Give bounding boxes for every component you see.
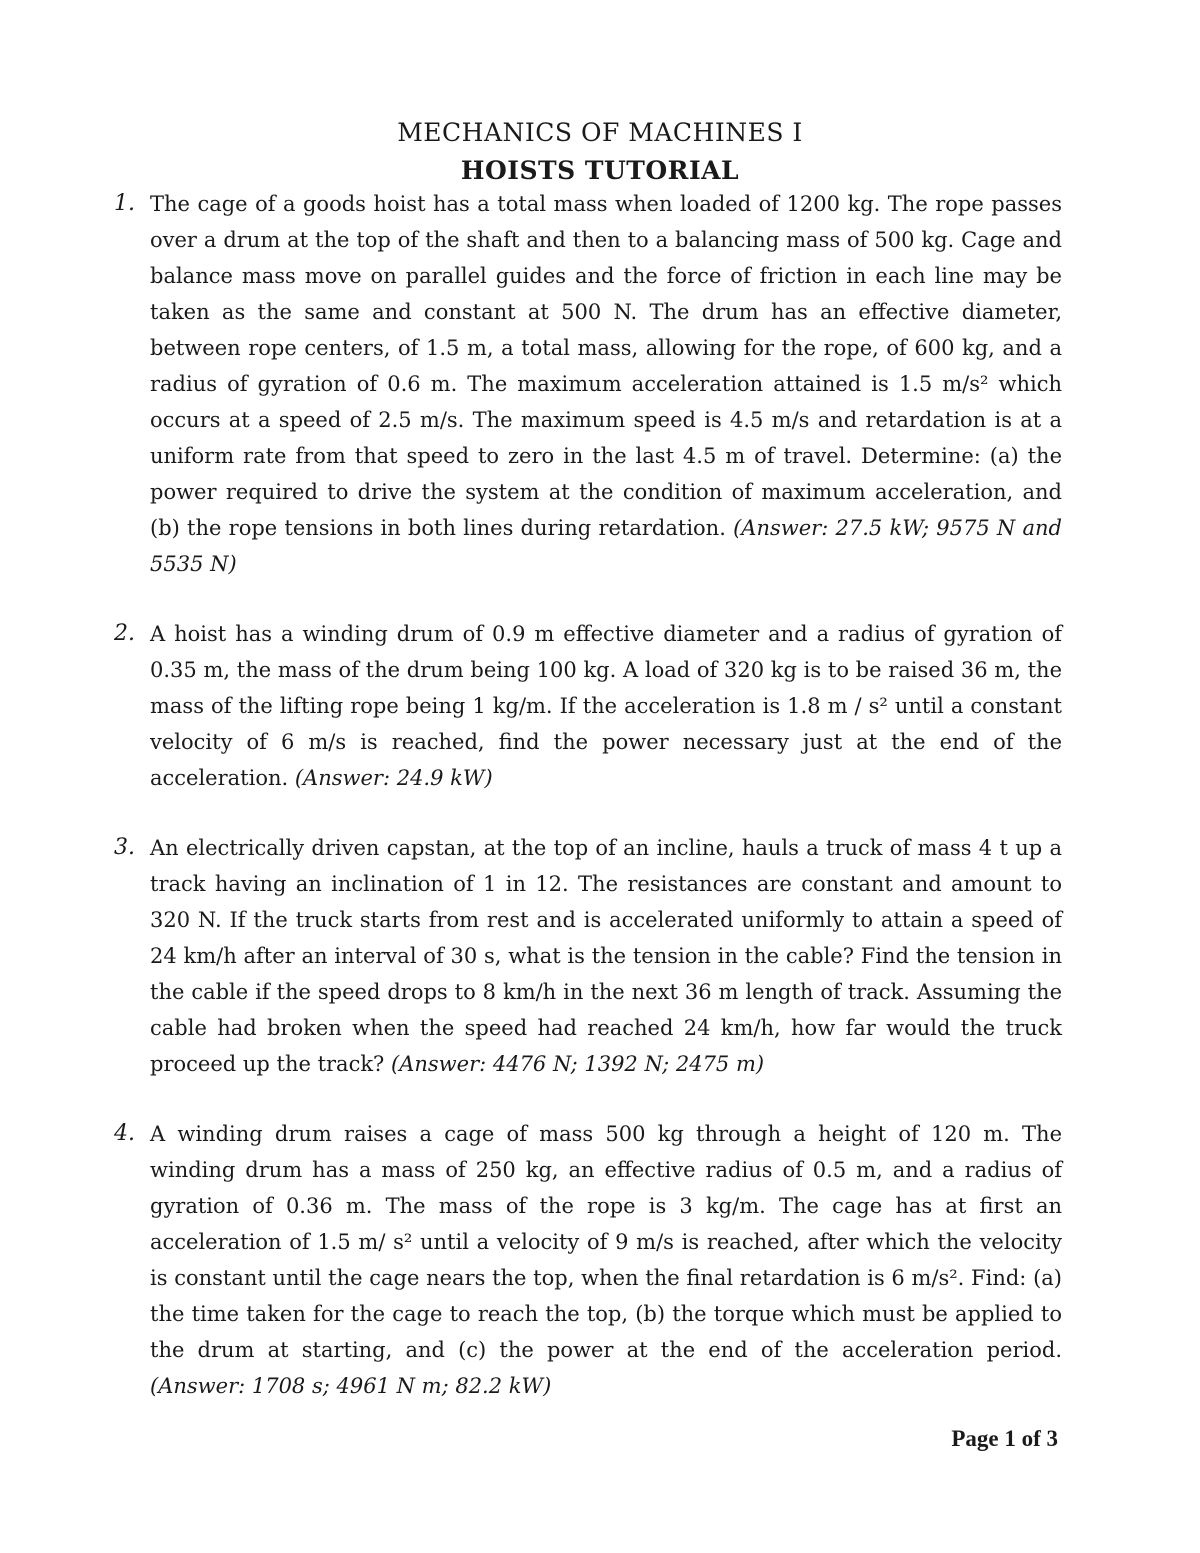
page-number: Page 1 of 3 bbox=[951, 1426, 1058, 1451]
problem-4 bbox=[112, 1116, 1062, 1404]
problem-answer: (Answer: 4476 N; 1392 N; 2475 m) bbox=[391, 1052, 765, 1076]
tutorial-title: HOISTS TUTORIAL bbox=[460, 156, 740, 185]
problem-text-block bbox=[150, 616, 1062, 796]
problem-statement: An electrically driven capstan, at the top of an incline, hauls a truck of mass 4 t up a track having an inclination of 1 in 12. The resistances are constant and amount to 320 N. If the truck starts from rest and is accelerated uniformly to attain a speed of 24 km/h after an interval of 30 s, what is the tension in the cable? Find the tension in the cable if the speed drops to 8 km/h in the next 36 m length of track. Assuming the cable had broken when the speed had reached 24 km/h, how far would the truck proceed up the track? bbox=[150, 836, 1062, 1076]
problem-answer: (Answer: 27.5 kW; 9575 N and 5535 N) bbox=[150, 516, 1062, 576]
problem-3 bbox=[112, 830, 1062, 1082]
problem-list bbox=[112, 186, 1062, 1438]
problem-answer: (Answer: 24.9 kW) bbox=[294, 766, 493, 790]
document-header bbox=[0, 114, 1200, 190]
problem-number: 4. bbox=[114, 1121, 135, 1146]
problem-statement: A winding drum raises a cage of mass 500 kg through a height of 120 m. The winding drum has a mass of 250 kg, an effective radius of 0.5 m, and a radius of gyration of 0.36 m. The mass of the rope is 3 kg/m. The cage has at first an acceleration of 1.5 m/ s² until a velocity of 9 m/s is reached, after which the velocity is constant until the cage nears the top, when the final retardation is 6 m/s². Find: (a) the time taken for the cage to reach the top, (b) the torque which must be applied to the drum at starting, and (c) the power at the end of the acceleration period. bbox=[150, 1122, 1062, 1362]
problem-statement: The cage of a goods hoist has a total mass when loaded of 1200 kg. The rope passes over a drum at the top of the shaft and then to a balancing mass of 500 kg. Cage and balance mass move on parallel guides and the force of friction in each line may be taken as the same and constant at 500 N. The drum has an effective diameter, between rope centers, of 1.5 m, a total mass, allowing for the rope, of 600 kg, and a radius of gyration of 0.6 m. The maximum acceleration attained is 1.5 m/s² which occurs at a speed of 2.5 m/s. The maximum speed is 4.5 m/s and retardation is at a uniform rate from that speed to zero in the last 4.5 m of travel. Determine: (a) the power required to drive the system at the condition of maximum acceleration, and (b) the rope tensions in both lines during retardation. bbox=[150, 192, 1062, 540]
problem-text-block bbox=[150, 186, 1062, 582]
problem-answer: (Answer: 1708 s; 4961 N m; 82.2 kW) bbox=[150, 1374, 552, 1398]
problem-number: 1. bbox=[114, 191, 135, 216]
problem-number: 2. bbox=[114, 621, 135, 646]
problem-1 bbox=[112, 186, 1062, 582]
course-title: MECHANICS OF MACHINES I bbox=[397, 118, 803, 147]
problem-number: 3. bbox=[114, 835, 135, 860]
problem-text-block bbox=[150, 1116, 1062, 1404]
problem-2 bbox=[112, 616, 1062, 796]
problem-statement: A hoist has a winding drum of 0.9 m effective diameter and a radius of gyration of 0.35 m, the mass of the drum being 100 kg. A load of 320 kg is to be raised 36 m, the mass of the lifting rope being 1 kg/m. If the acceleration is 1.8 m / s² until a constant velocity of 6 m/s is reached, find the power necessary just at the end of the acceleration. bbox=[150, 622, 1062, 790]
problem-text-block bbox=[150, 830, 1062, 1082]
